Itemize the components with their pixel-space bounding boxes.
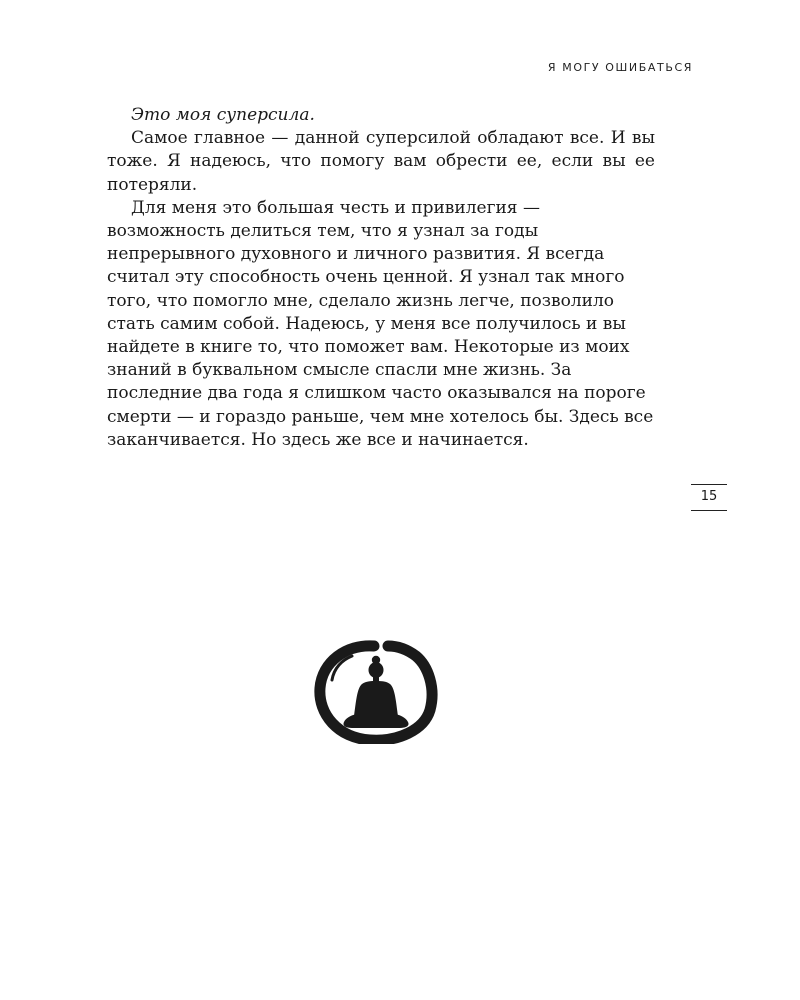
paragraph-everyone-has-it: Самое главное — данной суперсилой обладают все. И вы тоже. Я надеюсь, что помогу вам обрести ее, если вы ее потеряли. <box>107 128 655 195</box>
figure-torso <box>354 681 398 716</box>
paragraph-superpower: Это моя суперсила. <box>131 105 315 125</box>
figure-legs <box>343 713 408 728</box>
figure-head <box>369 662 384 678</box>
body-text <box>107 104 655 452</box>
paragraph-honor-and-privilege: Для меня это большая честь и привилегия — возможность делиться тем, что я узнал за годы непрерывного духовного и личного развития. Я всегда считал эту способность очень ценной. Я узнал так много того, что помогло мне, сделало жизнь легче, позволило стать самим собой. Надеюсь, у меня все получилось и вы найдете в книге то, что поможет вам. Некоторые из моих знаний в буквальном смысле спасли мне жизнь. За последние два года я слишком часто оказывался на пороге смерти — и гораздо раньше, чем мне хотелось бы. Здесь все заканчивается. Но здесь же все и начинается. <box>107 197 654 450</box>
meditating-figure-in-enso-circle-icon <box>312 640 440 744</box>
running-header: Я МОГУ ОШИБАТЬСЯ <box>547 61 693 74</box>
page-number: 15 <box>691 484 727 511</box>
